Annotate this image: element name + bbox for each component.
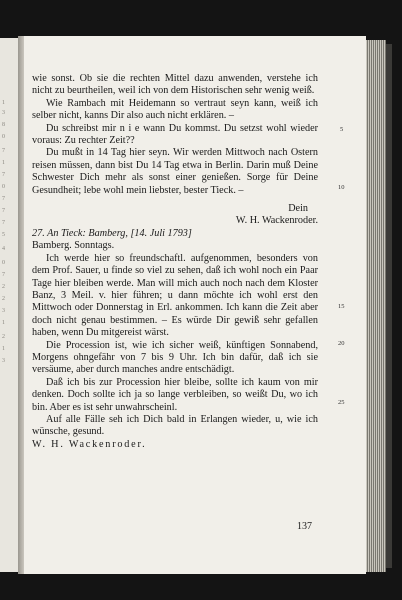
facing-page-mark: 7: [2, 272, 5, 278]
facing-page-mark: 3: [2, 308, 5, 314]
letter2-paragraph: Daß ich bis zur Procession hier bleibe, sollte ich kaum von mir denken. Doch sollte ich ja so lange verbleiben, so weißt Du, wo ich bin. Aber es ist sehr unwahrscheinl.: [32, 376, 318, 413]
facing-page-mark: 3: [2, 110, 5, 116]
facing-page-mark: 7: [2, 196, 5, 202]
line-number: 5: [340, 126, 344, 133]
facing-page-mark: 0: [2, 184, 5, 190]
facing-page-mark: 5: [2, 232, 5, 238]
page-edges: [366, 40, 386, 572]
facing-page-mark: 7: [2, 220, 5, 226]
facing-page-edge: [0, 38, 18, 572]
letter1-paragraph: wie sonst. Ob sie die rechten Mittel dazu anwenden, verstehe ich nicht zu beurtheilen, weil ich von dem Historischen sehr wenig weiß.: [32, 73, 318, 97]
page-number: 137: [297, 521, 312, 532]
page-body: [32, 73, 318, 451]
letter-heading: 27. An Tieck: Bamberg, [14. Juli 1793]: [32, 227, 192, 239]
facing-page-mark: 1: [2, 320, 5, 326]
book-cover-edge: [386, 44, 392, 568]
letter-dateline: Bamberg. Sonntags.: [32, 240, 115, 252]
facing-page-mark: 4: [2, 246, 5, 252]
letter2-signature: W. H. Wackenroder.: [32, 438, 147, 450]
facing-page-mark: 7: [2, 172, 5, 178]
letter2-paragraph: Ich werde hier so freundschaftl. aufgenommen, besonders von dem Prof. Sauer, u finde so viel zu sehen, daß ich wohl noch ein Paar Tage hier bleiben werde. Man will mich auch noch nach dem Kloster Banz, 3 Meil. v. hier führen; u dann möchte ich wohl erst den Mittwoch oder Donnerstag in Erl. ankommen. Ich kann die Zeit aber doch nicht genau bestimmen. – Es würde Dir gewiß sehr gefallen haben, wenn Du mitgereist wärst.: [32, 252, 318, 339]
facing-page-mark: 0: [2, 260, 5, 266]
facing-page-mark: 3: [2, 358, 5, 364]
facing-page-mark: 8: [2, 122, 5, 128]
letter2-paragraph: Auf alle Fälle seh ich Dich bald in Erlangen wieder, u, wie ich wünsche, gesund.: [32, 413, 318, 438]
signature-line: W. H. Wackenroder.: [235, 215, 318, 227]
facing-page-mark: 1: [2, 100, 5, 106]
facing-page-mark: 0: [2, 134, 5, 140]
letter1-signature: [32, 203, 318, 228]
letter2-paragraph: Die Procession ist, wie ich sicher weiß, künftigen Sonnabend, Morgens ohngefähr von 7 bis 9 Uhr. Ich bin dafür, daß ich sie versäume, aber durch manches andre entschädigt.: [32, 339, 318, 376]
letter1-paragraph: Wie Rambach mit Heidemann so vertraut seyn kann, weiß ich selber nicht, kanns Dir also auch nicht erklären. –: [32, 97, 318, 122]
line-number: 20: [338, 340, 345, 347]
facing-page-mark: 1: [2, 346, 5, 352]
facing-page-mark: 2: [2, 296, 5, 302]
facing-page-mark: 2: [2, 284, 5, 290]
signature-line: Dein: [288, 203, 308, 215]
letter1-paragraph: Du schreibst mir n i e wann Du kommst. Du setzst wohl wieder voraus: Zu rechter Zeit??: [32, 122, 318, 147]
facing-page-mark: 7: [2, 208, 5, 214]
line-number: 10: [338, 184, 345, 191]
letter1-paragraph: Du mußt in 14 Tag hier seyn. Wir werden Mittwoch nach Ostern reisen müssen, dann bist Du 14 Tag etwa in Berlin. Darin muß Deine Schwester Dich mehr als sonst einer genießen. Sorge für Deine Gesundheit; lebe wohl mein liebster, bester Tieck. –: [32, 147, 318, 196]
line-number: 25: [338, 399, 345, 406]
facing-page-mark: 7: [2, 148, 5, 154]
facing-page-mark: 2: [2, 334, 5, 340]
facing-page-mark: 1: [2, 160, 5, 166]
line-number: 15: [338, 303, 345, 310]
